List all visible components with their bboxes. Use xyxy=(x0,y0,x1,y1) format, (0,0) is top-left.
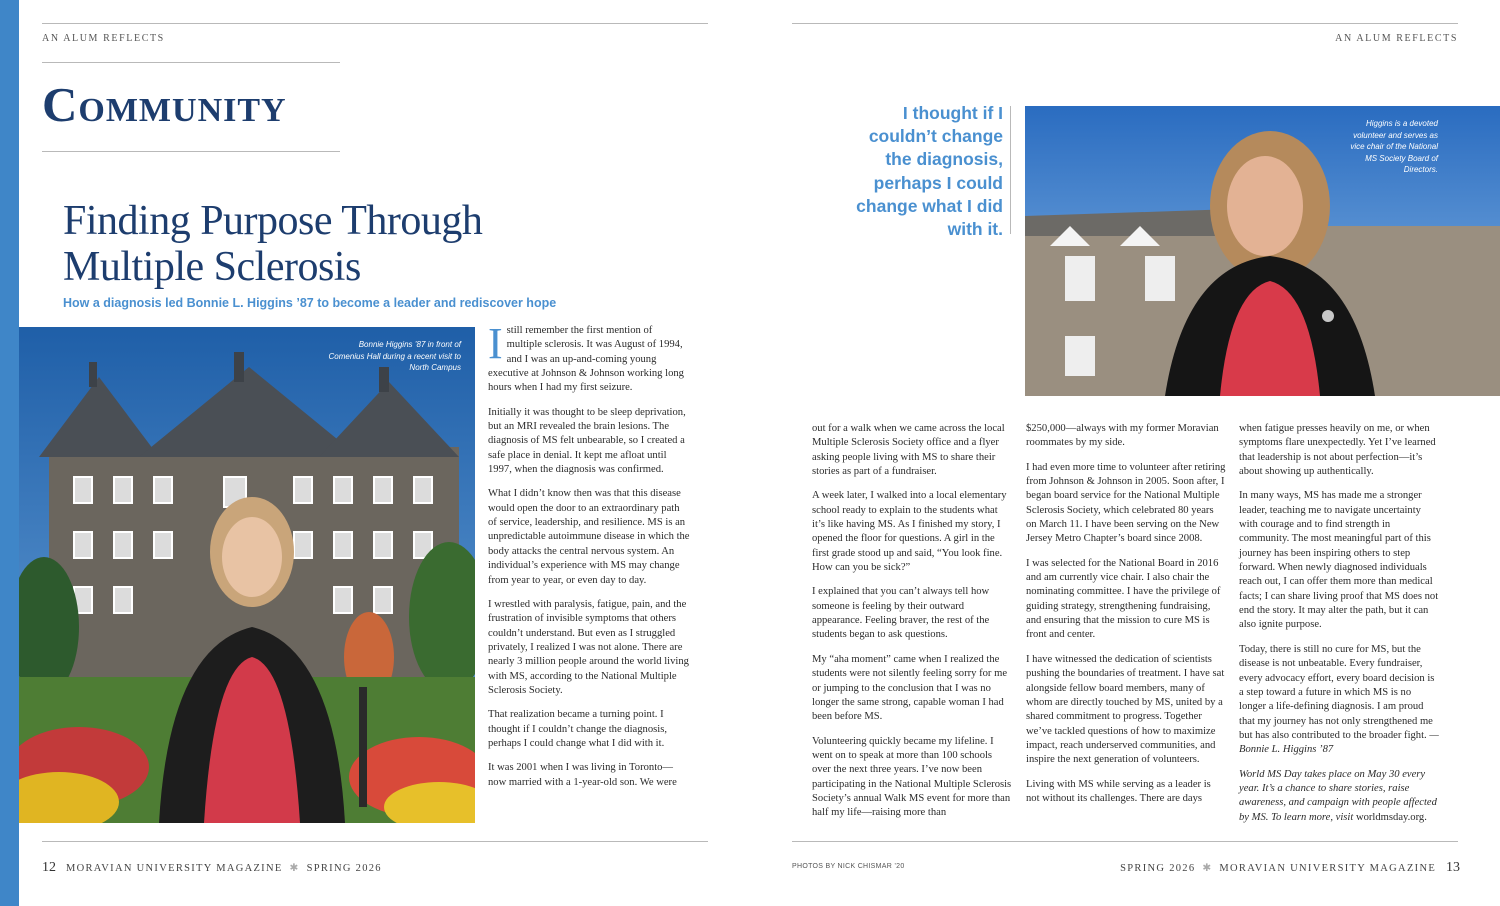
drop-cap: I xyxy=(488,319,503,368)
article-headline: Finding Purpose Through Multiple Sclerosis xyxy=(63,198,483,290)
section-kicker-left: AN ALUM REFLECTS xyxy=(42,33,165,44)
photo-caption-left: Bonnie Higgins ’87 in front of Comenius Hall during a recent visit to North Campus xyxy=(328,340,461,372)
section-title-rule-top xyxy=(42,62,340,63)
article-paragraph: out for a walk when we came across the local Multiple Sclerosis Society office and a flyer asking people living with MS to share their stories as part of a fundraiser. xyxy=(812,423,1005,478)
footer-magazine-name-left: MORAVIAN UNIVERSITY MAGAZINE xyxy=(65,863,283,874)
article-paragraph: Initially it was thought to be sleep deprivation, but an MRI revealed the brain lesions. The diagnosis of MS felt unbearable, so I created a safe place in denial. It kept me afloat until 1997, when the diagnosis was confirmed. xyxy=(488,406,686,476)
article-paragraph: Living with MS while serving as a leader is not without its challenges. There are days xyxy=(1026,778,1211,804)
footer-rule-right xyxy=(792,841,1458,842)
section-kicker-right: AN ALUM REFLECTS xyxy=(1335,33,1458,44)
footer-separator-icon: ✱ xyxy=(1202,863,1213,874)
author-signature: —Bonnie L. Higgins ’87 xyxy=(1239,729,1439,756)
article-paragraph: In many ways, MS has made me a stronger leader, teaching me to navigate uncertainty with courage and to find strength in community. The most meaningful part of this journey has been inspiring others to step forward. When newly diagnosed individuals reach out, I can offer them more than medical facts; I can share living proof that MS does not end the story. It may alter the path, but it can also ignite purpose. xyxy=(1239,490,1439,631)
article-paragraph: when fatigue presses heavily on me, or when symptoms flare unexpectedly. Yet I’ve learned that leadership is not about perfection—it’s about showing up authentically. xyxy=(1239,423,1436,478)
article-paragraph: I had even more time to volunteer after retiring from Johnson & Johnson in 2005. Soon after, I began board service for the National Multiple Sclerosis Society, which celebrated 80 years on March 11. I have been serving on the New Jersey Metro Chapter’s board since 2008. xyxy=(1026,461,1226,545)
article-column-1 xyxy=(488,319,690,800)
article-column-4 xyxy=(1239,422,1439,835)
top-rule-right xyxy=(792,23,1458,24)
photo-caption-right: Higgins is a devoted volunteer and serves as vice chair of the National MS Society Board of Directors. xyxy=(1350,119,1438,174)
pull-quote: I thought if I couldn’t change the diagnosis, perhaps I could change what I did with it. xyxy=(856,103,1003,240)
article-paragraph: Today, there is still no cure for MS, but the disease is not unbeatable. Every fundraiser, every advocacy effort, every board decision is a step toward a future in which MS is no longer a life-defining diagnosis. I am proud that my journey has not only strengthened me but has also contributed to the broader fight. —Bonnie L. Higgins ’87 xyxy=(1239,643,1439,756)
footer-issue-left: SPRING 2026 xyxy=(306,863,382,874)
article-paragraph: What I didn’t know then was that this disease would open the door to an extraordinary path of service, leadership, and resilience. MS is an unpredictable autoimmune disease in which the body attacks the central nervous system. An individual’s experience with MS may change from year to year, or even day to day. xyxy=(488,488,690,586)
footer-issue-right: SPRING 2026 xyxy=(1120,863,1196,874)
endnote: World MS Day takes place on May 30 every year. It’s a chance to share stories, raise awareness, and campaign with people affected by MS. To learn more, visit worldmsday.org. xyxy=(1239,768,1437,823)
pull-quote-rule xyxy=(1010,106,1011,234)
left-accent-bar xyxy=(0,0,19,906)
article-column-3 xyxy=(1026,422,1226,816)
article-paragraph: That realization became a turning point. I thought if I couldn’t change the diagnosis, perhaps I could change what I did with it. xyxy=(488,709,667,749)
section-title-rule-bottom xyxy=(42,151,340,152)
article-paragraph: $250,000—always with my former Moravian roommates by my side. xyxy=(1026,423,1219,449)
top-rule-left xyxy=(42,23,708,24)
article-paragraph: I was selected for the National Board in 2016 and am currently vice chair. I also chair the nominating committee. I have the privilege of guiding strategy, strengthening fundraising, and ensuring that the mission to cure MS is front and center. xyxy=(1026,557,1221,641)
footer-rule-left xyxy=(42,841,708,842)
photo-comenius-hall xyxy=(19,327,475,823)
photo-credit: PHOTOS BY NICK CHISMAR ’20 xyxy=(792,863,905,870)
article-paragraph: I wrestled with paralysis, fatigue, pain, and the frustration of invisible symptoms that others couldn’t understand. But even as I struggled privately, I realized I was not alone. There are nearly 3 million people around the world living with MS, according to the National Multiple Sclerosis Society. xyxy=(488,598,689,696)
article-column-2 xyxy=(812,422,1012,831)
footer-magazine-name-right: MORAVIAN UNIVERSITY MAGAZINE xyxy=(1219,863,1437,874)
photo-portrait xyxy=(1025,106,1500,396)
footer-right xyxy=(1120,860,1460,876)
article-paragraph: My “aha moment” came when I realized the students were not silently feeling sorry for me or jumping to the conclusion that I was no longer the same strong, capable woman I had been before MS. xyxy=(812,653,1008,723)
page-number-right: 13 xyxy=(1446,860,1460,875)
article-paragraph: Volunteering quickly became my lifeline. I went on to speak at more than 100 schools over the next three years. I’ve now been participating in the National Multiple Sclerosis Society’s annual Walk MS event for more than half my life—raising more than xyxy=(812,735,1012,819)
article-paragraph: A week later, I walked into a local elementary school ready to explain to the students what it’s like having MS. As I finished my story, I opened the floor for questions. A girl in the first grade stood up and said, “You look fine. How can you be sick?” xyxy=(812,490,1007,574)
article-paragraph: Istill remember the first mention of multiple sclerosis. It was August of 1994, and I was an up-and-coming young executive at Johnson & Johnson working long hours when I had my first seizure. xyxy=(488,319,684,394)
endnote-link[interactable]: worldmsday.org. xyxy=(1355,811,1427,823)
footer-left xyxy=(42,860,382,876)
section-title: Community xyxy=(42,77,287,132)
article-dek: How a diagnosis led Bonnie L. Higgins ’87 to become a leader and rediscover hope xyxy=(63,296,557,310)
article-paragraph: It was 2001 when I was living in Toronto—now married with a 1-year-old son. We were xyxy=(488,762,677,788)
article-paragraph: I have witnessed the dedication of scientists pushing the boundaries of treatment. I have sat alongside fellow board members, many of whom are directly touched by MS, united by a shared commitment to progress. Together we’ve tackled questions of how to maximize impact, reach underserved communities, and inspire the next generation of volunteers. xyxy=(1026,653,1225,766)
page-number-left: 12 xyxy=(42,860,56,875)
comenius-hall-illustration xyxy=(19,327,475,823)
article-paragraph: I explained that you can’t always tell how someone is feeling by their outward appearance. Feeling braver, the rest of the students began to ask questions. xyxy=(812,586,990,641)
footer-separator-icon: ✱ xyxy=(289,863,300,874)
